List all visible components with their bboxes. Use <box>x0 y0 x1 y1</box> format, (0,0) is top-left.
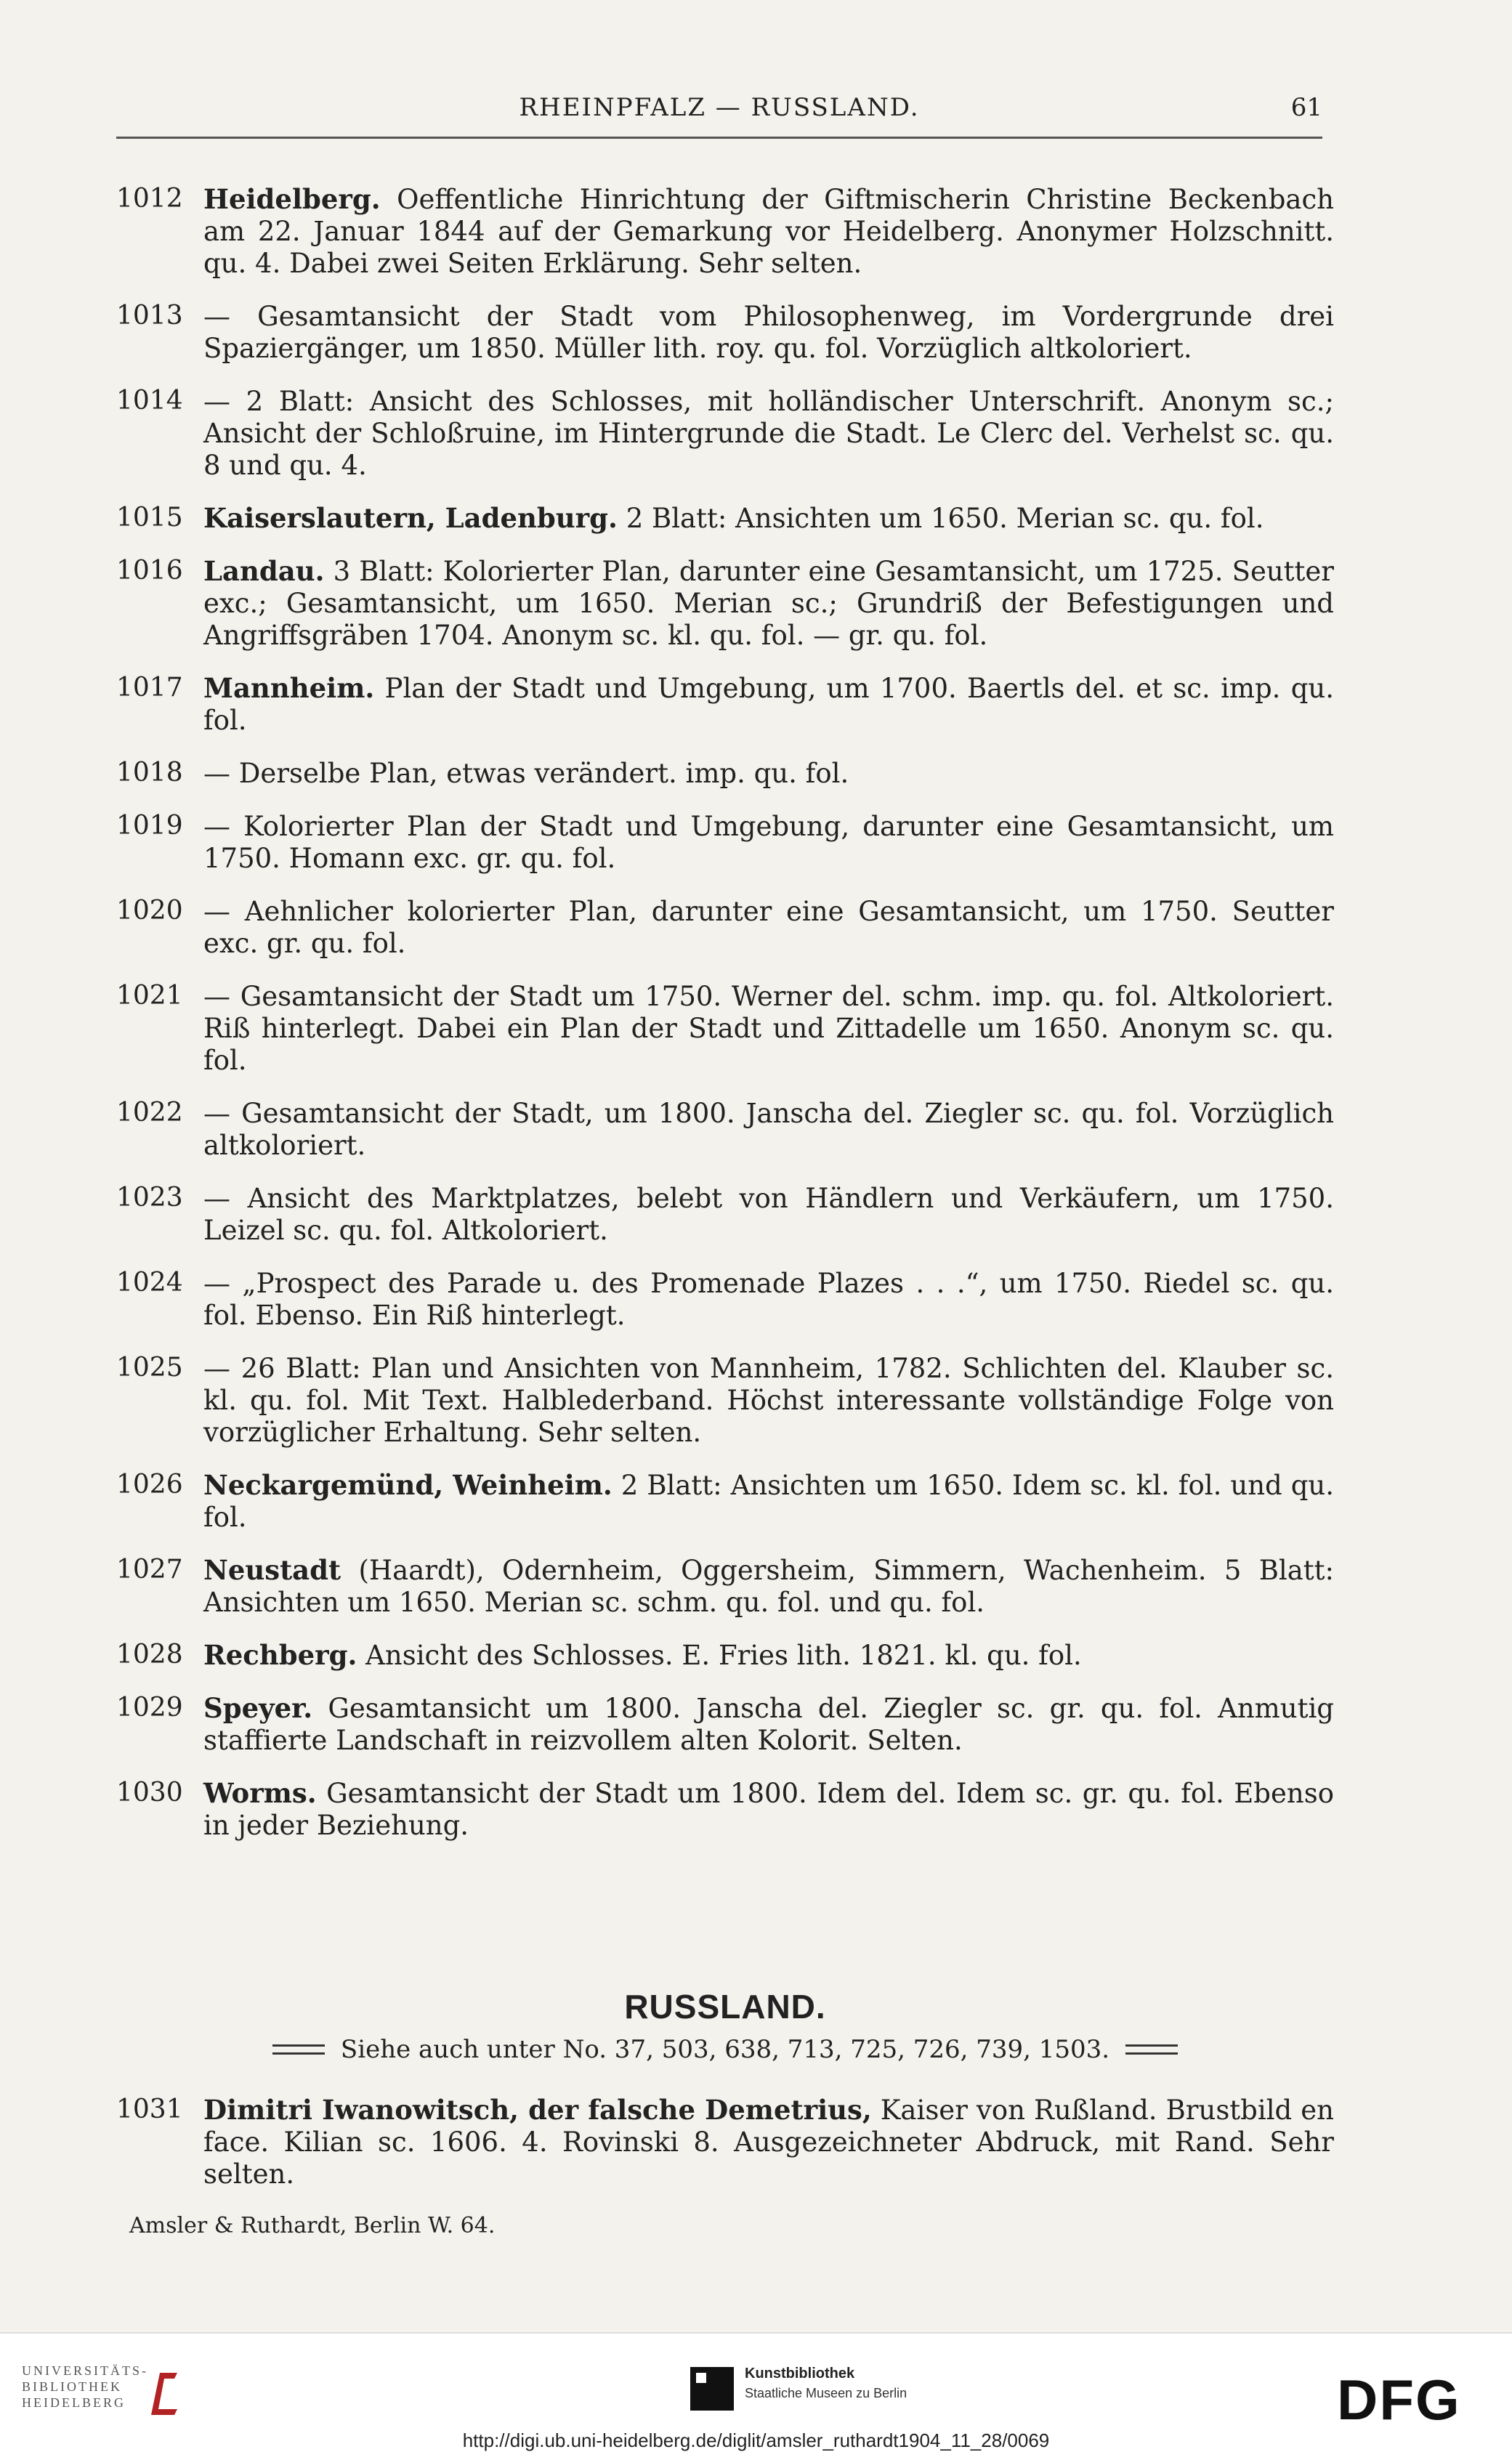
entry-number: 1015 <box>116 503 183 533</box>
entry-number: 1022 <box>116 1098 183 1128</box>
entry-place-name: Dimitri Iwanowitsch, der falsche Demetrius, <box>203 2094 872 2126</box>
catalog-entry <box>116 672 1334 737</box>
entry-number: 1031 <box>116 2095 183 2124</box>
entry-description <box>203 1692 1334 1757</box>
entry-body: — Aehnlicher kolorierter Plan, darunter eine Gesamtansicht, um 1750. Seutter exc. gr. qu. fol. <box>203 896 1334 959</box>
entry-number: 1020 <box>116 896 183 926</box>
entry-body: — „Prospect des Parade u. des Promenade Plazes . . .“, um 1750. Riedel sc. qu. fol. Ebenso. Ein Riß hinterlegt. <box>203 1268 1334 1331</box>
entry-body: Plan der Stadt und Umgebung, um 1700. Baertls del. et sc. imp. qu. fol. <box>203 673 1334 736</box>
uni-line-3: HEIDELBERG <box>22 2395 126 2410</box>
entry-description <box>203 1469 1334 1534</box>
university-library-logo[interactable] <box>22 2363 196 2421</box>
entry-number: 1014 <box>116 386 183 416</box>
catalog-entry <box>116 1469 1334 1534</box>
entry-body: Gesamtansicht um 1800. Janscha del. Ziegler sc. gr. qu. fol. Anmutig staffierte Landschaft in reizvollem alten Kolorit. Selten. <box>203 1693 1334 1756</box>
catalog-entry <box>116 810 1334 875</box>
entry-description <box>203 1554 1334 1619</box>
entry-number: 1016 <box>116 556 183 586</box>
entry-description <box>203 2094 1334 2190</box>
entry-number: 1017 <box>116 673 183 703</box>
catalog-entry <box>116 385 1334 482</box>
entry-number: 1023 <box>116 1183 183 1213</box>
viewer-footer <box>0 2332 1512 2452</box>
entry-body: 2 Blatt: Ansichten um 1650. Merian sc. qu. fol. <box>617 503 1264 534</box>
entry-description <box>203 502 1334 535</box>
catalog-entry <box>116 1182 1334 1247</box>
entry-description <box>203 1182 1334 1247</box>
cross-reference-text: Siehe auch unter No. 37, 503, 638, 713, 725, 726, 739, 1503. <box>340 2035 1110 2064</box>
entry-number: 1029 <box>116 1693 183 1723</box>
entry-body: — Derselbe Plan, etwas verändert. imp. qu. fol. <box>203 758 849 789</box>
entry-place-name: Neckargemünd, Weinheim. <box>203 1469 613 1501</box>
entry-body: — Gesamtansicht der Stadt, um 1800. Janscha del. Ziegler sc. qu. fol. Vorzüglich altkoloriert. <box>203 1098 1334 1161</box>
catalog-entry <box>116 757 1334 790</box>
entry-number: 1025 <box>116 1353 183 1383</box>
kunstbibliothek-logo[interactable] <box>690 2363 923 2421</box>
kunstbibliothek-title: Kunstbibliothek <box>745 2366 855 2382</box>
catalog-entry <box>116 1777 1334 1842</box>
catalog-entry <box>116 895 1334 960</box>
entry-description <box>203 672 1334 737</box>
entry-number: 1021 <box>116 981 183 1011</box>
entry-number: 1030 <box>116 1778 183 1808</box>
page-header <box>116 93 1322 139</box>
catalog-entry <box>116 980 1334 1077</box>
publisher-imprint: Amsler & Ruthardt, Berlin W. 64. <box>129 2213 496 2238</box>
kunstbibliothek-mark-icon <box>690 2367 734 2411</box>
entry-description <box>203 555 1334 652</box>
entry-description <box>203 1639 1334 1672</box>
entry-number: 1028 <box>116 1640 183 1670</box>
catalog-entry <box>116 1267 1334 1332</box>
uni-line-1: UNIVERSITÄTS- <box>22 2363 148 2378</box>
entry-place-name: Landau. <box>203 555 325 587</box>
catalog-entries <box>116 183 1334 1862</box>
page-number: 61 <box>1290 93 1322 122</box>
entry-number: 1026 <box>116 1470 183 1500</box>
entry-body: Kaiser von Rußland. Brustbild en face. Kilian sc. 1606. 4. Rovinski 8. Ausgezeichneter Abdruck, mit Rand. Sehr selten. <box>203 2095 1334 2190</box>
entry-body: 2 Blatt: Ansichten um 1650. Idem sc. kl. fol. und qu. fol. <box>203 1470 1334 1533</box>
entry-place-name: Heidelberg. <box>203 183 381 215</box>
entry-body: — Gesamtansicht der Stadt um 1750. Werner del. schm. imp. qu. fol. Altkoloriert. Riß hinterlegt. Dabei ein Plan der Stadt und Zittadelle um 1650. Anonym sc. qu. fol. <box>203 981 1334 1076</box>
entry-number: 1012 <box>116 184 183 214</box>
uni-line-2: BIBLIOTHEK <box>22 2379 122 2394</box>
university-emblem-icon <box>145 2367 183 2419</box>
entry-description <box>203 183 1334 280</box>
entry-description <box>203 300 1334 365</box>
entry-body: — Gesamtansicht der Stadt vom Philosophenweg, im Vordergrunde drei Spaziergänger, um 1850. Müller lith. roy. qu. fol. Vorzüglich altkoloriert. <box>203 301 1334 364</box>
entry-description <box>203 757 1334 790</box>
catalog-entries-russland <box>116 2094 1334 2211</box>
entry-description <box>203 895 1334 960</box>
entry-body: Oeffentliche Hinrichtung der Giftmischerin Christine Beckenbach am 22. Januar 1844 auf der Gemarkung vor Heidelberg. Anonymer Holzschnitt. qu. 4. Dabei zwei Seiten Erklärung. Sehr selten. <box>203 184 1334 279</box>
catalog-entry <box>116 1352 1334 1449</box>
entry-number: 1013 <box>116 301 183 331</box>
entry-description <box>203 810 1334 875</box>
entry-description <box>203 1097 1334 1162</box>
catalog-entry <box>116 2094 1334 2190</box>
entry-place-name: Speyer. <box>203 1692 313 1724</box>
entry-number: 1018 <box>116 758 183 788</box>
catalog-entry <box>116 502 1334 535</box>
permalink-url[interactable]: http://digi.ub.uni-heidelberg.de/diglit/amsler_ruthardt1904_11_28/0069 <box>462 2429 1050 2451</box>
entry-body: — Kolorierter Plan der Stadt und Umgebung, darunter eine Gesamtansicht, um 1750. Homann exc. gr. qu. fol. <box>203 811 1334 874</box>
entry-place-name: Worms. <box>203 1777 317 1809</box>
catalog-entry <box>116 300 1334 365</box>
entry-description <box>203 1777 1334 1842</box>
dfg-logo[interactable]: DFG <box>1337 2368 1461 2432</box>
entry-place-name: Neustadt <box>203 1554 341 1586</box>
catalog-entry <box>116 183 1334 280</box>
entry-place-name: Kaiserslautern, Ladenburg. <box>203 502 618 534</box>
catalog-entry <box>116 1692 1334 1757</box>
entry-body: 3 Blatt: Kolorierter Plan, darunter eine Gesamtansicht, um 1725. Seutter exc.; Gesamtansicht, um 1650. Merian sc.; Grundriß der Befestigungen und Angriffsgräben 1704. Anonym sc. kl. qu. fol. — gr. qu. fol. <box>203 556 1334 651</box>
entry-body: Gesamtansicht der Stadt um 1800. Idem del. Idem sc. gr. qu. fol. Ebenso in jeder Beziehung. <box>203 1778 1334 1841</box>
catalog-entry <box>116 1554 1334 1619</box>
catalog-entry <box>116 1097 1334 1162</box>
entry-place-name: Mannheim. <box>203 672 375 704</box>
section-cross-reference <box>116 2035 1334 2064</box>
catalog-entry <box>116 555 1334 652</box>
entry-body: — 2 Blatt: Ansicht des Schlosses, mit holländischer Unterschrift. Anonym sc.; Ansicht der Schloßruine, im Hintergrunde die Stadt. Le Clerc del. Verhelst sc. qu. 8 und qu. 4. <box>203 386 1334 481</box>
section-russland <box>116 1987 1334 2064</box>
entry-description <box>203 1267 1334 1332</box>
entry-description <box>203 1352 1334 1449</box>
entry-number: 1019 <box>116 811 183 841</box>
running-title: RHEINPFALZ — RUSSLAND. <box>519 93 920 122</box>
entry-body: — Ansicht des Marktplatzes, belebt von Händlern und Verkäufern, um 1750. Leizel sc. qu. fol. Altkoloriert. <box>203 1183 1334 1246</box>
entry-description <box>203 980 1334 1077</box>
entry-body: Ansicht des Schlosses. E. Fries lith. 1821. kl. qu. fol. <box>357 1640 1082 1671</box>
entry-number: 1024 <box>116 1268 183 1298</box>
double-rule-left <box>272 2044 325 2055</box>
entry-place-name: Rechberg. <box>203 1639 357 1671</box>
double-rule-right <box>1125 2044 1178 2055</box>
entry-description <box>203 385 1334 482</box>
entry-number: 1027 <box>116 1555 183 1585</box>
entry-body: — 26 Blatt: Plan und Ansichten von Mannheim, 1782. Schlichten del. Klauber sc. kl. qu. fol. Mit Text. Halblederband. Höchst interessante vollständige Folge von vorzüglicher Erhaltung. Sehr selten. <box>203 1353 1334 1448</box>
section-title: RUSSLAND. <box>624 1988 826 2026</box>
kunstbibliothek-subtitle: Staatliche Museen zu Berlin <box>745 2386 907 2400</box>
catalog-entry <box>116 1639 1334 1672</box>
entry-body: (Haardt), Odernheim, Oggersheim, Simmern, Wachenheim. 5 Blatt: Ansichten um 1650. Merian sc. schm. qu. fol. und qu. fol. <box>203 1555 1334 1618</box>
